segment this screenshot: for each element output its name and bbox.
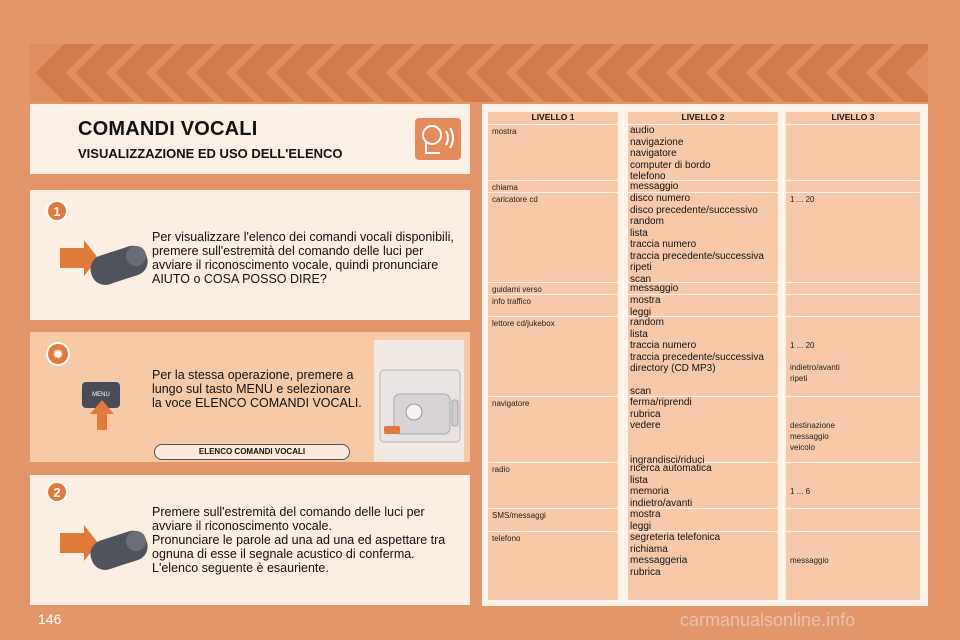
table-cell: 1 ... 20 indietro/avanti ripeti [790,341,840,383]
table-cell: info traffico [492,297,531,306]
table-cell: messaggio [630,181,679,192]
voice-command-icon [415,118,461,160]
table-cell: messaggio [790,556,829,565]
step-2-panel [30,475,470,605]
table-cell: guidami verso [492,285,542,294]
watermark: carmanualsonline.info [680,610,856,630]
voice-commands-table [482,104,928,606]
table-cell: destinazione messaggio veicolo [790,421,835,452]
table-cell: mostra leggi [630,295,661,318]
table-cell: lettore cd/jukebox [492,319,555,328]
table-cell: mostra [492,127,517,136]
header-banner [30,44,928,102]
table-cell: telefono [492,534,521,543]
light-stalk-icon [60,515,150,585]
light-stalk-icon [60,230,150,300]
table-cell: segreteria telefonica richiama messaggeria rubrica [630,532,721,578]
table-cell: SMS/messaggi [492,511,546,520]
radio-panel-image [374,340,464,462]
table-header-level-2: LIVELLO 2 [681,112,725,122]
step-2-text: Premere sull'estremità del comando delle luci per avviare il riconoscimento vocale. Pronunciare le parole ad una ad una ed aspettare tra ognuna di esse il segnale acustico di conferma. L'elenco seguente è esauriente. [152,505,446,575]
elenco-comandi-vocali-button[interactable]: ELENCO COMANDI VOCALI [154,444,350,460]
title-panel [30,104,470,174]
table-cell: caricatore cd [492,195,538,204]
menu-alternative-text: Per la stessa operazione, premere a lungo sul tasto MENU e selezionare la voce ELENCO COMANDI VOCALI. [152,368,362,410]
step-number-badge: 1 [46,200,68,222]
page-subtitle: VISUALIZZAZIONE ED USO DELL'ELENCO [78,146,343,161]
table-cell: 1 ... 6 [790,487,811,496]
table-cell: chiama [492,183,518,192]
sun-icon: ✹ [46,342,70,366]
page-title: COMANDI VOCALI [78,118,258,140]
table-cell: navigatore [492,399,530,408]
table-cell: 1 ... 20 [790,195,815,204]
page-number: 146 [38,611,62,627]
chevron-decoration [890,44,920,102]
table-cell: ferma/riprendi rubrica vedere ingrandisci/riduci [630,397,705,466]
table-cell: radio [492,465,510,474]
step-1-text: Per visualizzare l'elenco dei comandi vocali disponibili, premere sull'estremità del comando delle luci per avviare il riconoscimento vocale, quindi pronunciare AIUTO o COSA POSSO DIRE? [152,230,454,286]
table-header-level-3: LIVELLO 3 [831,112,875,122]
table-row-divider [488,294,920,295]
step-number-badge: 2 [46,481,68,503]
menu-alternative-panel [30,332,470,462]
table-cell: mostra leggi [630,509,661,532]
table-cell: ricerca automatica lista memoria indietro/avanti [630,463,712,509]
menu-key: MENU [82,382,120,408]
arrow-up-icon [90,400,114,430]
table-cell: audio navigazione navigatore computer di bordo telefono [630,125,711,182]
table-cell: messaggio [630,283,679,294]
table-cell: random lista traccia numero traccia precedente/successiva directory (CD MP3) scan [630,317,764,397]
table-cell: disco numero disco precedente/successivo random lista traccia numero traccia precedente/successiva ripeti scan [630,193,764,285]
table-header-level-1: LIVELLO 1 [531,112,575,122]
step-1-panel [30,190,470,320]
